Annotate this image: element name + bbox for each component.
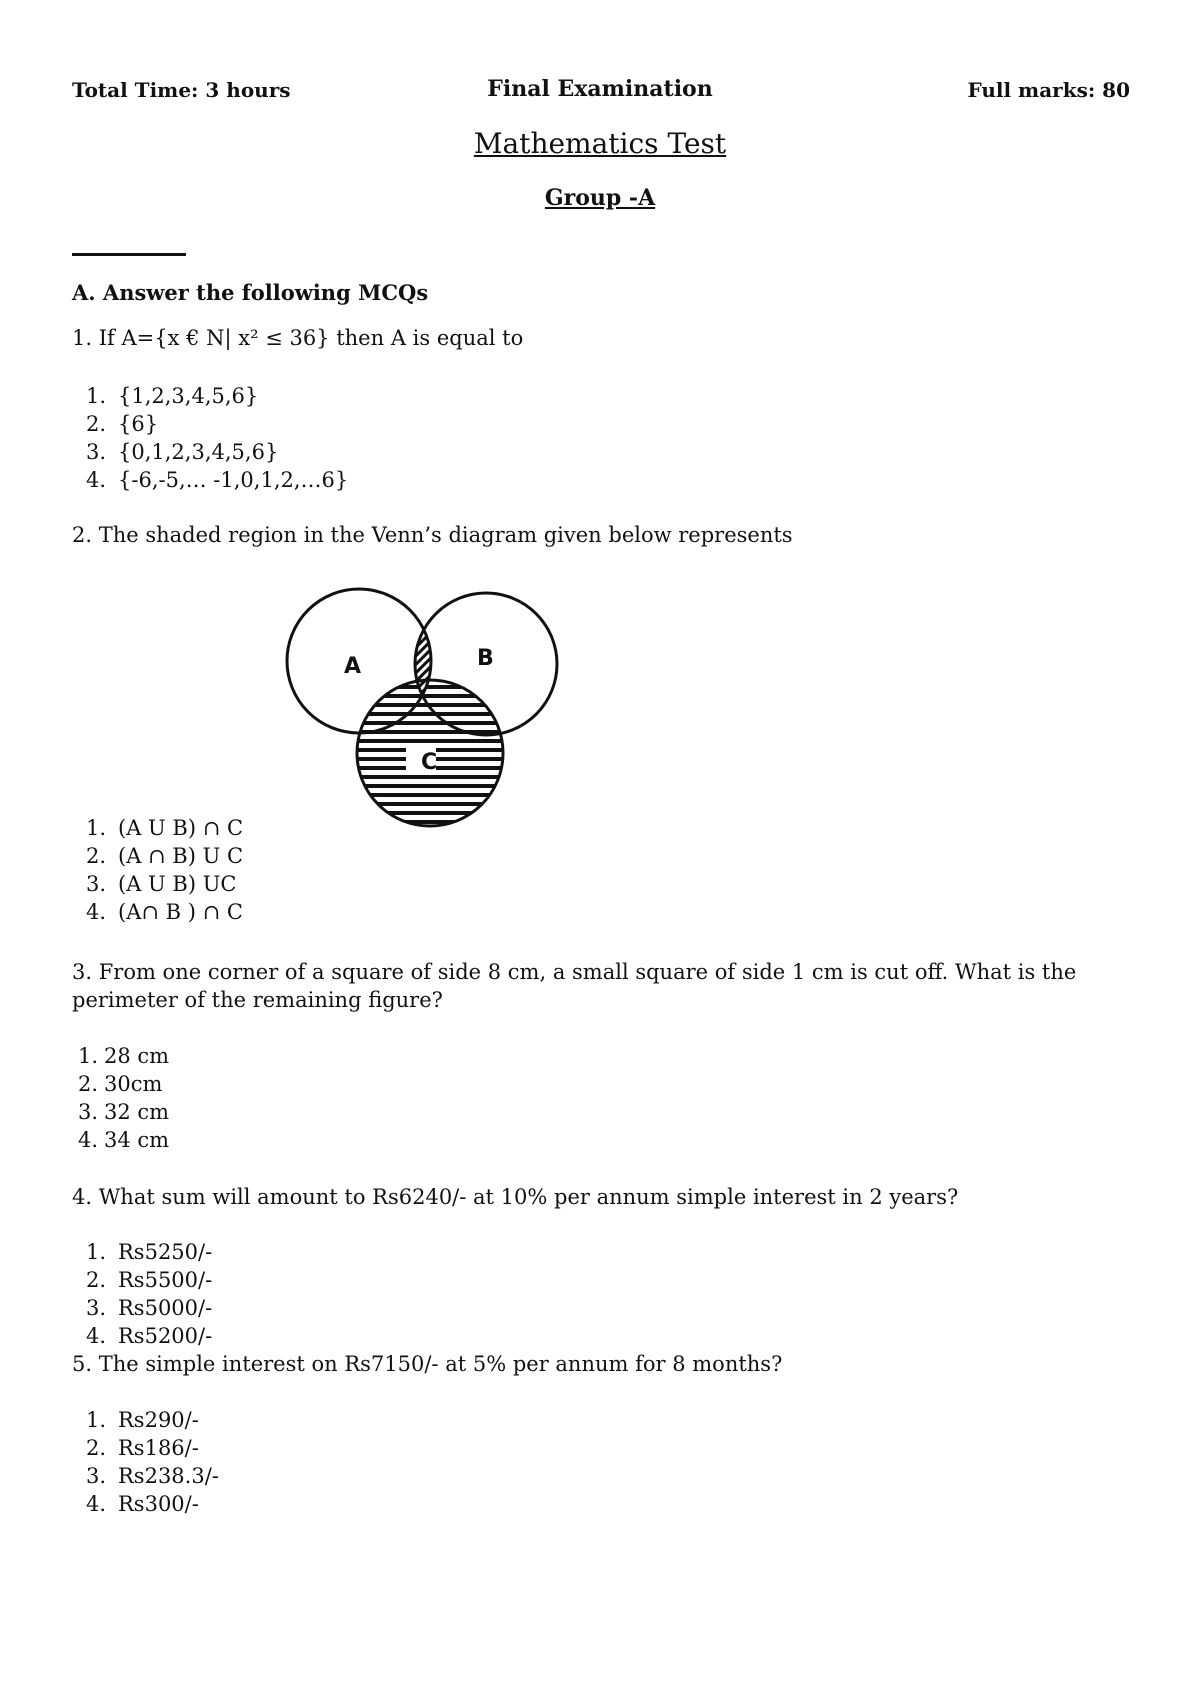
list-item: 4. 34 cm bbox=[77, 1128, 170, 1152]
label-b: B bbox=[477, 646, 494, 671]
list-item: 3. 32 cm bbox=[77, 1100, 170, 1124]
label-a: A bbox=[344, 654, 362, 679]
total-time: Total Time: 3 hours bbox=[72, 78, 291, 102]
list-item: 1. Rs5250/- bbox=[85, 1240, 213, 1264]
list-item: 3. Rs5000/- bbox=[85, 1296, 213, 1320]
list-item: 4. {-6,-5,… -1,0,1,2,…6} bbox=[85, 468, 349, 492]
list-item: 2. Rs5500/- bbox=[85, 1268, 213, 1292]
page-title: Mathematics Test bbox=[473, 127, 727, 160]
venn-diagram bbox=[280, 586, 580, 828]
list-item: 4. (A∩ B ) ∩ C bbox=[85, 900, 243, 924]
section-heading: A. Answer the following MCQs bbox=[72, 280, 429, 305]
question-3-options bbox=[72, 1042, 169, 1154]
question-5-options bbox=[72, 1406, 219, 1518]
list-item: 1. 28 cm bbox=[77, 1044, 170, 1068]
full-marks: Full marks: 80 bbox=[967, 78, 1130, 102]
group-heading: Group -A bbox=[544, 185, 656, 211]
question-3: 3. From one corner of a square of side 8 cm, a small square of side 1 cm is cut off. What is the perimeter of the remaining figure? bbox=[72, 960, 1077, 1012]
question-1: 1. If A={x € N| x² ≤ 36} then A is equal to bbox=[72, 326, 524, 350]
list-item: 1. {1,2,3,4,5,6} bbox=[85, 384, 259, 408]
question-2: 2. The shaded region in the Venn’s diagram given below represents bbox=[72, 523, 793, 547]
question-2-options bbox=[72, 814, 243, 926]
list-item: 3. (A U B) UC bbox=[85, 872, 237, 896]
exam-name: Final Examination bbox=[487, 76, 713, 102]
question-1-options bbox=[72, 382, 348, 494]
list-item: 2. 30cm bbox=[77, 1072, 163, 1096]
question-4-options bbox=[72, 1238, 212, 1350]
list-item: 3. Rs238.3/- bbox=[85, 1464, 219, 1488]
list-item: 1. Rs290/- bbox=[85, 1408, 199, 1432]
list-item: 4. Rs5200/- bbox=[85, 1324, 213, 1348]
question-5: 5. The simple interest on Rs7150/- at 5% per annum for 8 months? bbox=[72, 1352, 783, 1376]
label-c: C bbox=[421, 750, 438, 775]
divider bbox=[72, 253, 186, 256]
list-item: 3. {0,1,2,3,4,5,6} bbox=[85, 440, 279, 464]
list-item: 1. (A U B) ∩ C bbox=[85, 816, 244, 840]
list-item: 2. (A ∩ B) U C bbox=[85, 844, 244, 868]
list-item: 2. {6} bbox=[85, 412, 159, 436]
question-4: 4. What sum will amount to Rs6240/- at 10% per annum simple interest in 2 years? bbox=[72, 1185, 959, 1209]
list-item: 4. Rs300/- bbox=[85, 1492, 199, 1516]
list-item: 2. Rs186/- bbox=[85, 1436, 199, 1460]
